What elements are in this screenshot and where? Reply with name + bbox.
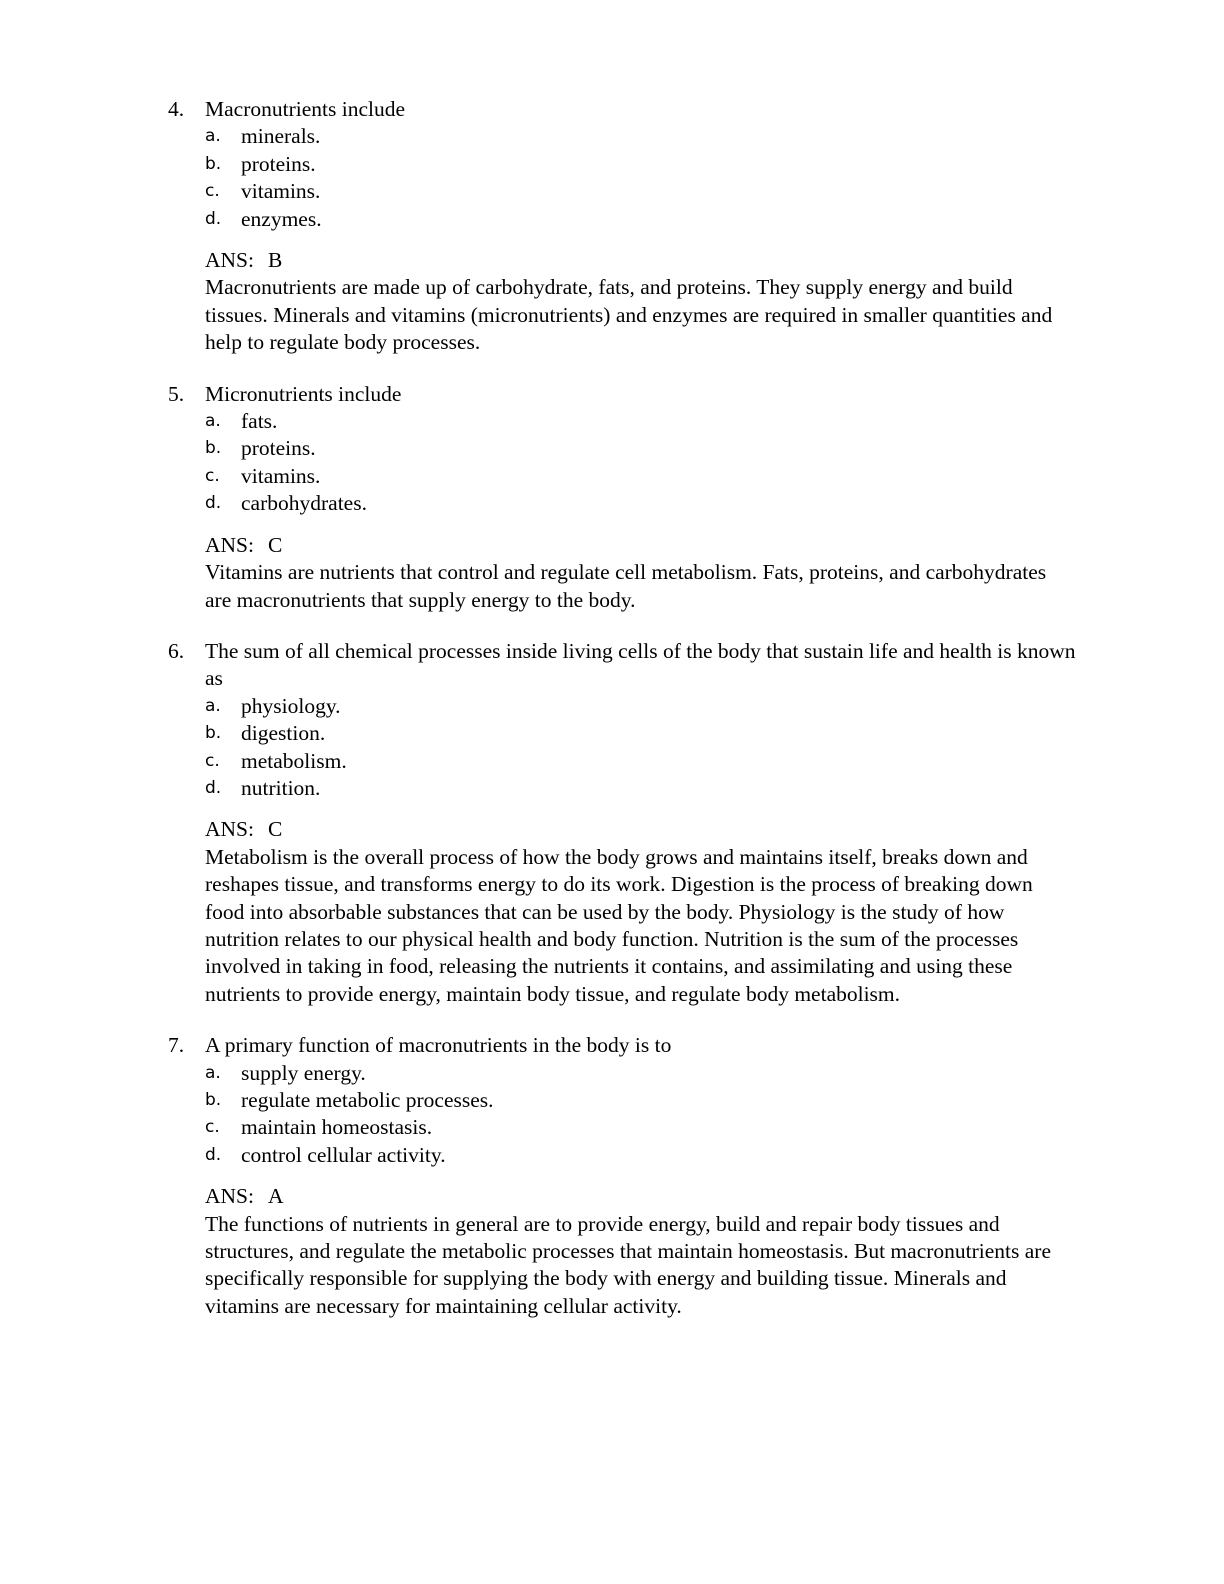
option-letter: b. — [205, 153, 222, 174]
option-text: metabolism. — [241, 748, 347, 773]
option-letter: c. — [205, 181, 220, 202]
answer-block — [0, 1183, 1075, 1320]
answer-rationale: Macronutrients are made up of carbohydrate, fats, and proteins. They supply energy and build tissues. Minerals and vitamins (micronutrients) and enzymes are required in smaller quantities and help to regulate body processes. — [205, 275, 1053, 355]
answer-key: C — [267, 532, 283, 557]
question-number: 4. — [168, 97, 185, 121]
option-c — [0, 748, 1081, 775]
option-letter: a. — [205, 1062, 221, 1083]
option-b — [0, 151, 1081, 178]
option-letter: d. — [205, 208, 222, 229]
answer-rationale: Vitamins are nutrients that control and regulate cell metabolism. Fats, proteins, and carbohydrates are macronutrients that supply energy to the body. — [205, 560, 1047, 612]
option-d — [0, 1142, 1081, 1169]
option-text: maintain homeostasis. — [241, 1115, 433, 1140]
question-stem: Micronutrients include — [205, 381, 402, 406]
option-c — [0, 178, 1081, 205]
option-text: control cellular activity. — [241, 1142, 446, 1167]
answer-label-line — [205, 1183, 1075, 1210]
option-letter: d. — [205, 493, 222, 514]
answer-rationale: Metabolism is the overall process of how the body grows and maintains itself, breaks down and reshapes tissue, and transforms energy to do its work. Digestion is the process of breaking down food into absorbable substances that can be used by the body. Physiology is the study of how nutrition relates to our physical health and body function. Nutrition is the sum of the processes involved in taking in food, releasing the nutrients it contains, and assimilating and using these nutrients to provide energy, maintain body tissue, and regulate body metabolism. — [205, 844, 1033, 1006]
option-text: proteins. — [241, 436, 316, 461]
option-d — [0, 490, 1081, 517]
option-letter: a. — [205, 126, 221, 147]
question-stem-line — [0, 96, 1085, 123]
question-stem-line — [0, 638, 1085, 693]
answer-label-line — [205, 532, 1075, 559]
answer-label: ANS: — [205, 532, 254, 557]
question-4 — [0, 96, 1224, 357]
option-letter: a. — [205, 411, 221, 432]
question-stem: The sum of all chemical processes inside living cells of the body that sustain life and health is known as — [205, 638, 1076, 691]
option-b — [0, 435, 1081, 462]
option-b — [0, 1087, 1081, 1114]
option-letter: c. — [205, 465, 220, 486]
question-stem-line — [0, 381, 1085, 408]
answer-block — [0, 816, 1075, 1008]
option-a — [0, 408, 1081, 435]
question-stem: Macronutrients include — [205, 97, 406, 121]
answer-key: B — [267, 248, 283, 273]
answer-label: ANS: — [205, 817, 254, 842]
option-c — [0, 463, 1081, 490]
answer-key: C — [267, 817, 283, 842]
answer-label-line — [205, 816, 1075, 843]
option-text: carbohydrates. — [241, 491, 367, 516]
question-number: 7. — [168, 1033, 185, 1058]
option-text: enzymes. — [241, 206, 322, 231]
option-text: vitamins. — [241, 179, 321, 204]
option-letter: b. — [205, 1090, 222, 1110]
option-letter: d. — [205, 1144, 222, 1165]
document-page — [0, 96, 1224, 1344]
option-text: supply energy. — [241, 1060, 366, 1085]
option-text: minerals. — [241, 124, 321, 149]
question-number: 5. — [168, 381, 185, 406]
question-6 — [0, 638, 1224, 1008]
option-b — [0, 720, 1081, 747]
option-text: digestion. — [241, 721, 326, 746]
option-d — [0, 206, 1081, 233]
question-number: 6. — [168, 638, 185, 663]
answer-label: ANS: — [205, 1184, 254, 1209]
question-stem-line — [0, 1032, 1085, 1059]
option-text: proteins. — [241, 151, 316, 176]
option-text: vitamins. — [241, 463, 321, 488]
option-letter: a. — [205, 695, 221, 716]
option-text: regulate metabolic processes. — [241, 1088, 494, 1112]
answer-label: ANS: — [205, 248, 254, 273]
answer-label-line — [205, 247, 1075, 274]
answer-key: A — [267, 1184, 284, 1209]
option-d — [0, 775, 1081, 802]
answer-block — [0, 247, 1075, 357]
question-5 — [0, 381, 1224, 614]
option-c — [0, 1114, 1081, 1141]
option-a — [0, 1060, 1081, 1087]
option-letter: c. — [205, 750, 220, 771]
option-letter: b. — [205, 438, 222, 459]
option-text: physiology. — [241, 693, 341, 718]
option-a — [0, 693, 1081, 720]
option-letter: c. — [205, 1117, 220, 1138]
option-letter: b. — [205, 723, 222, 744]
answer-block — [0, 532, 1075, 614]
option-a — [0, 123, 1081, 150]
answer-rationale: The functions of nutrients in general are to provide energy, build and repair body tissues and structures, and regulate the metabolic processes that maintain homeostasis. But macronutrients are specifically responsible for supplying the body with energy and building tissue. Minerals and vitamins are necessary for maintaining cellular activity. — [205, 1211, 1052, 1318]
option-letter: d. — [205, 777, 222, 798]
option-text: nutrition. — [241, 775, 321, 800]
option-text: fats. — [241, 409, 278, 434]
question-stem: A primary function of macronutrients in the body is to — [205, 1033, 672, 1058]
question-7 — [0, 1032, 1224, 1320]
